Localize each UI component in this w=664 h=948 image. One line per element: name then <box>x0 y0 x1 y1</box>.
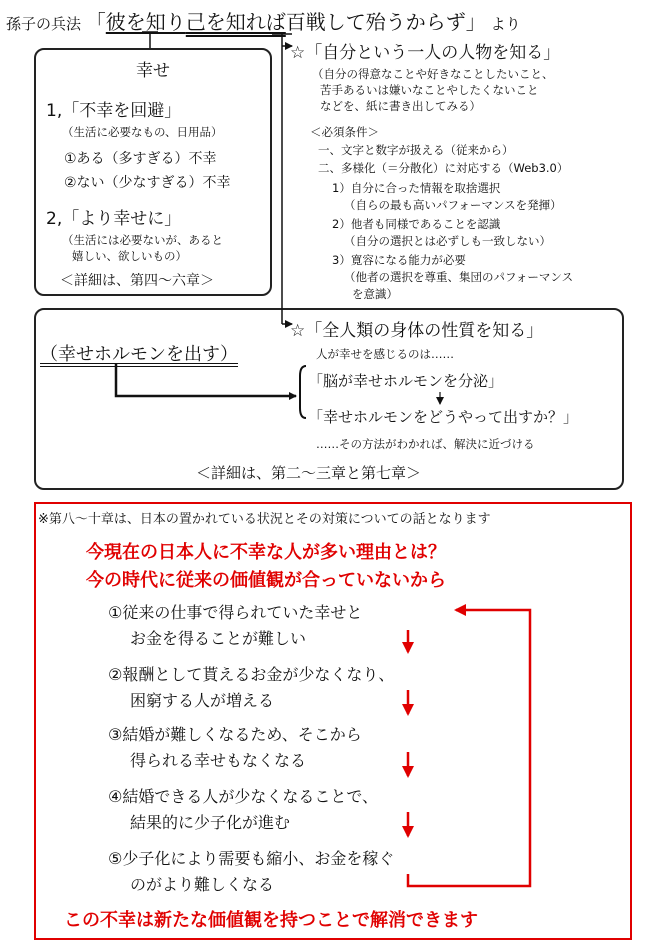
requirement-2-3: 3）寛容になる能力が必要 <box>332 253 466 267</box>
know-body-tail: ……その方法がわかれば、解決に近づける <box>316 437 535 451</box>
header-quote-know-self: 己を知れば <box>185 10 286 34</box>
step-2-line-2: 困窮する人が増える <box>130 691 275 710</box>
know-self-desc-3: などを、紙に書き出してみる） <box>320 99 481 113</box>
header-quote-open: 「 <box>85 10 106 34</box>
know-body-title: ☆「全人類の身体の性質を知る」 <box>290 321 544 341</box>
requirement-1: 一、文字と数字が扱える（従来から） <box>318 143 514 157</box>
body-detail-ref: ＜詳細は、第二～三章と第七章＞ <box>196 464 422 482</box>
requirement-2-2-note: （自分の選択とは必ずしも一致しない） <box>344 234 551 248</box>
header-prefix: 孫子の兵法 <box>6 15 82 33</box>
step-3-line-2: 得られる幸せもなくなる <box>130 751 307 770</box>
more-happiness-note-2: 嬉しい、欲しいもの） <box>72 249 187 263</box>
header-suffix: より <box>490 15 521 33</box>
avoid-unhappiness-label: 1,「不幸を回避」 <box>46 101 182 121</box>
step-2-line-1: ②報酬として貰えるお金が少なくなり、 <box>108 665 395 684</box>
too-little-unhappiness: ②ない（少なすぎる）不幸 <box>64 175 231 191</box>
reason-question: 今現在の日本人に不幸な人が多い理由とは？ <box>86 542 446 563</box>
step-1-line-1: ①従来の仕事で得られていた幸せと <box>108 603 363 622</box>
too-much-unhappiness: ①ある（多すぎる）不幸 <box>64 151 217 167</box>
avoid-unhappiness-note: （生活に必要なもの、日用品） <box>62 125 223 139</box>
requirement-2-3-note-1: （他者の選択を尊重、集団のパフォーマンス <box>344 270 574 284</box>
requirements-title: ＜必須条件＞ <box>310 125 379 139</box>
header-quote-know-enemy: 彼を知り <box>105 10 186 34</box>
requirement-2-3-note-2: を意識） <box>352 287 398 301</box>
hormone-label-text: （幸せホルモンを出す） <box>40 344 238 365</box>
more-happiness-label: 2,「より幸せに」 <box>46 209 182 229</box>
requirement-2-1: 1）自分に合った情報を取捨選択 <box>332 181 501 195</box>
more-happiness-note-1: （生活には必要ないが、あると <box>62 233 223 247</box>
conclusion: この不幸は新たな価値観を持つことで解消できます <box>64 910 478 931</box>
requirement-2: 二、多様化（＝分散化）に対応する（Web3.0） <box>318 161 569 175</box>
know-self-desc-2: 苦手あるいは嫌いなことやしたくないこと <box>320 83 539 97</box>
know-body-lead: 人が幸せを感じるのは…… <box>316 347 454 361</box>
happiness-detail-ref: ＜詳細は、第四～六章＞ <box>60 273 214 289</box>
requirement-2-1-note: （自らの最も高いパフォーマンスを発揮） <box>344 198 562 212</box>
know-self-desc-1: （自分の得意なことや好きなことしたいこと、 <box>312 67 554 81</box>
reason-answer: 今の時代に従来の価値観が合っていないから <box>86 570 446 591</box>
header-quote-rest: 百戦して殆うからず <box>285 10 466 34</box>
header-quote-close: 」 <box>465 10 486 34</box>
step-3-line-1: ③結婚が難しくなるため、そこから <box>108 725 362 744</box>
step-1-line-2: お金を得ることが難しい <box>130 629 307 648</box>
brain-hormone-line: 「脳が幸せホルモンを分泌」 <box>308 372 504 390</box>
step-4-line-1: ④結婚できる人が少なくなることで、 <box>108 787 379 806</box>
step-4-line-2: 結果的に少子化が進む <box>130 813 291 832</box>
requirement-2-2: 2）他者も同様であることを認識 <box>332 217 501 231</box>
happiness-title: 幸せ <box>136 61 170 81</box>
how-hormone-line: 「幸せホルモンをどうやって出すか？」 <box>308 408 579 426</box>
chapters-note: ※第八～十章は、日本の置かれている状況とその対策についての話となります <box>38 512 491 527</box>
step-5-line-2: のがより難しくなる <box>130 875 275 894</box>
step-5-line-1: ⑤少子化により需要も縮小、お金を稼ぐ <box>108 849 395 868</box>
know-self-title: ☆「自分という一人の人物を知る」 <box>290 43 561 63</box>
